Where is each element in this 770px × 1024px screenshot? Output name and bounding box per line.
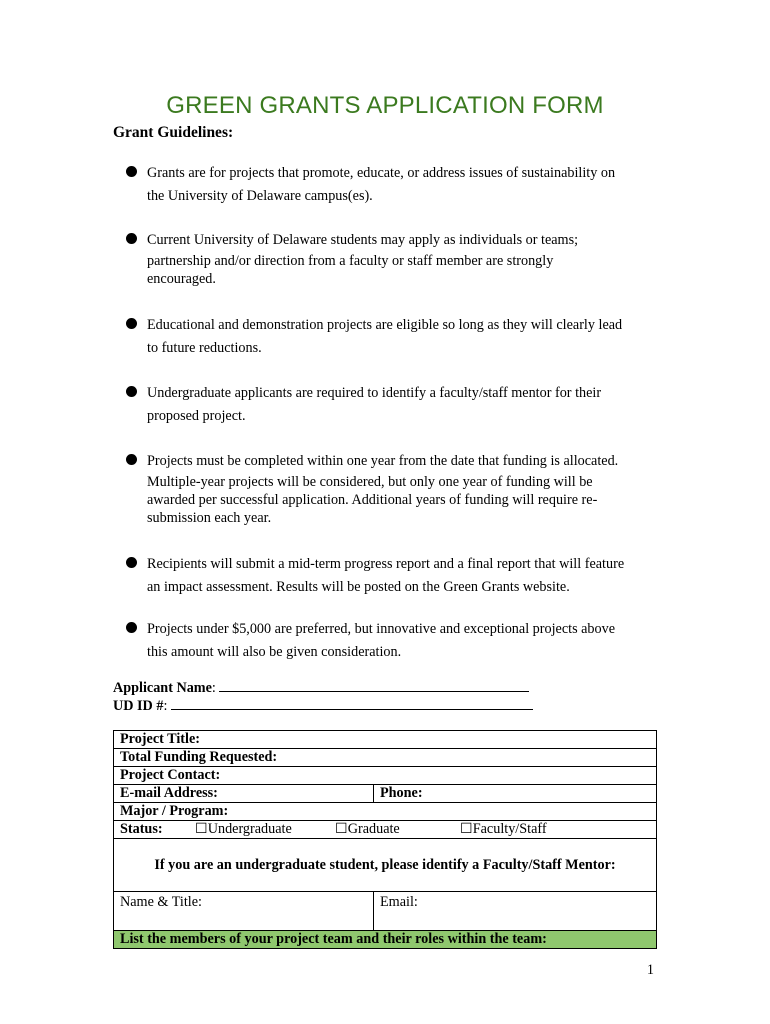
bullet-icon xyxy=(126,318,137,329)
status-option-faculty-staff[interactable]: ☐Faculty/Staff xyxy=(460,821,547,837)
mentor-name-title-cell[interactable]: Name & Title: xyxy=(114,892,374,931)
bullet-icon xyxy=(126,557,137,568)
guideline-line: Undergraduate applicants are required to identify a faculty/staff mentor for their xyxy=(147,385,602,401)
phone-cell[interactable]: Phone: xyxy=(374,785,657,803)
status-row xyxy=(114,821,657,839)
mentor-email-cell[interactable]: Email: xyxy=(374,892,657,931)
guidelines-heading: Grant Guidelines: xyxy=(113,124,234,141)
guideline-line: to future reductions. xyxy=(147,340,262,356)
guideline-line: partnership and/or direction from a faculty or staff member are strongly xyxy=(147,253,554,269)
guideline-line: Grants are for projects that promote, educate, or address issues of sustainability on xyxy=(147,165,616,181)
guideline-line: submission each year. xyxy=(147,510,272,526)
guideline-line: this amount will also be given consideration. xyxy=(147,644,402,660)
applicant-name-field[interactable]: Applicant Name: xyxy=(113,678,529,697)
guideline-line: encouraged. xyxy=(147,271,216,287)
checkbox-icon[interactable]: ☐ xyxy=(195,821,208,837)
checkbox-icon[interactable]: ☐ xyxy=(335,821,348,837)
guideline-line: Recipients will submit a mid-term progress report and a final report that will feature xyxy=(147,556,625,572)
status-option-graduate[interactable]: ☐Graduate xyxy=(335,821,400,837)
guideline-item xyxy=(126,450,666,527)
checkbox-icon[interactable]: ☐ xyxy=(460,821,473,837)
mentor-prompt: If you are an undergraduate student, please identify a Faculty/Staff Mentor: xyxy=(114,839,657,892)
guideline-item xyxy=(126,382,666,428)
guideline-item xyxy=(126,229,666,288)
guideline-item xyxy=(126,618,666,664)
guideline-item xyxy=(126,314,666,360)
bullet-icon xyxy=(126,454,137,465)
guideline-line: proposed project. xyxy=(147,408,246,424)
bullet-icon xyxy=(126,233,137,244)
bullet-icon xyxy=(126,386,137,397)
ud-id-label: UD ID # xyxy=(113,698,164,714)
guideline-line: the University of Delaware campus(es). xyxy=(147,188,373,204)
guideline-line: Educational and demonstration projects are eligible so long as they will clearly lead xyxy=(147,317,623,333)
status-option-undergraduate[interactable]: ☐Undergraduate xyxy=(195,821,292,837)
status-label: Status: xyxy=(120,821,163,837)
ud-id-field[interactable]: UD ID #: xyxy=(113,696,533,715)
guideline-line: Current University of Delaware students may apply as individuals or teams; xyxy=(147,232,579,248)
bullet-icon xyxy=(126,622,137,633)
guideline-line: awarded per successful application. Additional years of funding will require re- xyxy=(147,492,598,508)
project-info-table xyxy=(113,730,657,949)
ud-id-blank[interactable] xyxy=(171,696,533,710)
guideline-line: an impact assessment. Results will be posted on the Green Grants website. xyxy=(147,579,570,595)
total-funding-cell[interactable]: Total Funding Requested: xyxy=(114,749,657,767)
project-contact-cell[interactable]: Project Contact: xyxy=(114,767,657,785)
guideline-item xyxy=(126,162,666,208)
project-title-cell[interactable]: Project Title: xyxy=(114,731,657,749)
email-address-cell[interactable]: E-mail Address: xyxy=(114,785,374,803)
team-members-header: List the members of your project team and their roles within the team: xyxy=(114,931,657,949)
form-title: GREEN GRANTS APPLICATION FORM xyxy=(166,92,604,119)
applicant-name-blank[interactable] xyxy=(219,678,529,692)
major-program-cell[interactable]: Major / Program: xyxy=(114,803,657,821)
guideline-item xyxy=(126,553,666,599)
guideline-line: Projects must be completed within one year from the date that funding is allocated. xyxy=(147,453,619,469)
guideline-line: Projects under $5,000 are preferred, but innovative and exceptional projects above xyxy=(147,621,616,637)
guideline-line: Multiple-year projects will be considered, but only one year of funding will be xyxy=(147,474,593,490)
applicant-name-label: Applicant Name xyxy=(113,680,212,696)
bullet-icon xyxy=(126,166,137,177)
page-number: 1 xyxy=(646,962,654,978)
